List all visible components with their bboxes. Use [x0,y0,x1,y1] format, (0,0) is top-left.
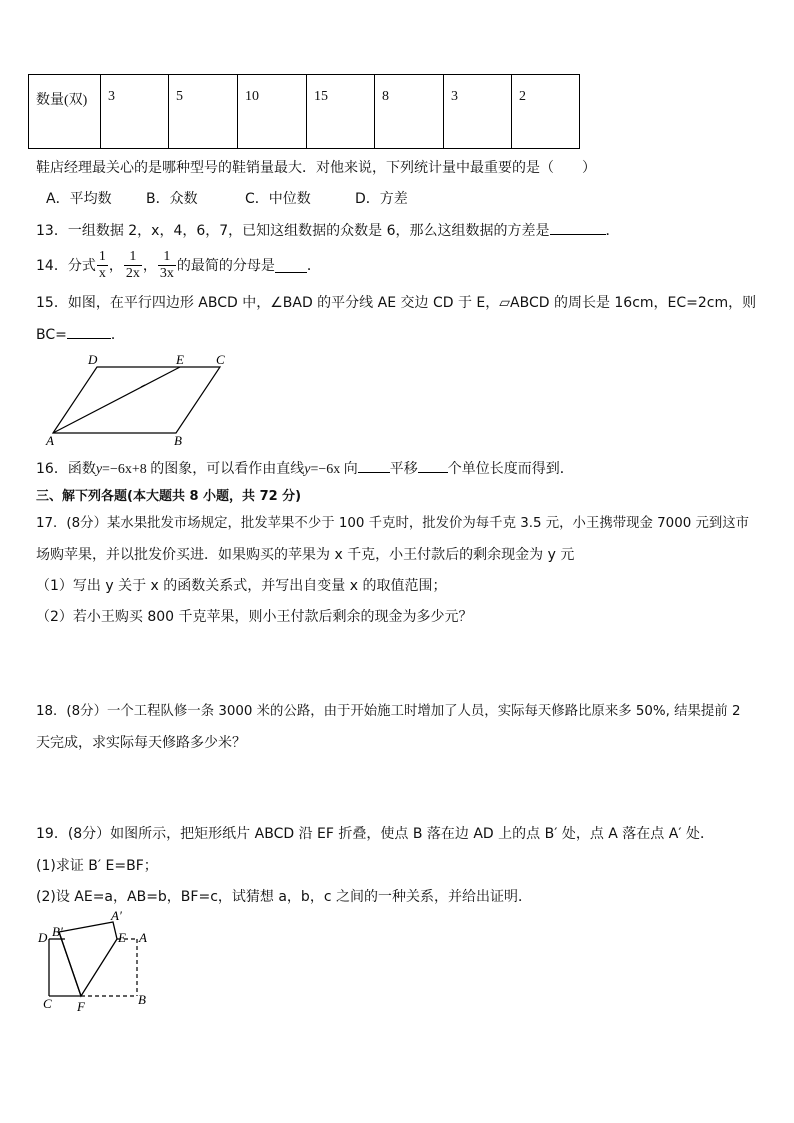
answer-blank [67,324,111,339]
q12-option-a: A．平均数 [46,191,112,207]
parallelogram-figure [40,350,240,450]
label-a-prime: A′ [111,908,122,923]
sales-table [28,74,580,149]
q18-line1: 18．(8分）一个工程队修一条 3000 米的公路，由于开始施工时增加了人员，实际每天修路比原来多 50%, 结果提前 2 [36,704,741,719]
answer-blank [550,220,606,235]
q16-text: 平移 [389,461,418,477]
frac-num: 1 [98,248,106,264]
q16 [36,458,574,478]
q14-end: ． [306,258,321,274]
section-3-heading: 三、解下列各题(本大题共 8 小题，共 72 分) [36,489,302,504]
table-cell: 5 [169,75,238,149]
q18-line2: 天完成，求实际每天修路多少米？ [36,735,246,751]
label-a: A [139,930,147,945]
table-cell: 15 [307,75,375,149]
table-row [29,75,580,149]
frac-num: 1 [163,248,171,264]
bisector-ae [53,367,180,433]
table-cell: 10 [238,75,307,149]
q15-line2 [36,324,125,344]
q15-line1: 15．如图，在平行四边形 ABCD 中，∠BAD 的平分线 AE 交边 CD 于 E，▱ABCD 的周长是 16cm，EC=2cm，则 [36,295,757,311]
q17-sub1: （1）写出 y 关于 x 的函数关系式，并写出自变量 x 的取值范围； [36,578,447,594]
label-a: A [46,433,54,448]
q12-option-d: D．方差 [355,191,408,207]
label-c: C [43,996,52,1011]
label-d: D [38,930,48,945]
q15-end: ． [110,327,125,343]
q17-line1: 17．(8分）某水果批发市场规定，批发苹果不少于 100 千克时，批发价为每千克 3.5 元，小王携带现金 7000 元到这市 [36,516,750,531]
fold-figure [34,908,164,1016]
separator: ， [142,258,157,274]
label-e: E [118,930,126,945]
q13-text: 13．一组数据 2，x，4，6，7，已知这组数据的众数是 6，那么这组数据的方差是 [36,223,550,239]
label-f: F [77,999,85,1014]
var-y: y [95,462,103,477]
q14 [36,245,321,285]
q16-text: 16．函数 [36,461,96,477]
q16-text: =−6x 向 [310,462,358,477]
fraction [158,249,176,282]
table-cell: 2 [512,75,580,149]
q16-text: =−6x+8 的图象，可以看作由直线 [102,462,305,477]
q15-bc-label: BC= [36,327,67,343]
var-y: y [304,462,311,477]
label-b: B [138,992,146,1007]
q16-text: 个单位长度而得到． [447,461,574,477]
answer-blank [275,258,307,273]
q12-option-c: C．中位数 [245,191,311,207]
q17-sub2: （2）若小王购买 800 千克苹果，则小王付款后剩余的现金为多少元？ [36,609,473,625]
q19-sub1: (1)求证 B′ E=BF； [36,858,158,874]
label-d: D [88,352,98,367]
table-cell: 3 [101,75,169,149]
q19-line1: 19．(8分）如图所示，把矩形纸片 ABCD 沿 EF 折叠，使点 B 落在边 AD 上的点 B′ 处，点 A 落在点 A′ 处． [36,826,714,842]
q13 [36,220,620,240]
label-b: B [174,433,182,448]
label-c: C [216,352,225,367]
frac-den: 3x [159,265,174,281]
fraction [124,249,142,282]
table-cell: 3 [444,75,512,149]
q12-stem: 鞋店经理最关心的是哪种型号的鞋销量最大．对他来说，下列统计量中最重要的是（ ） [36,160,596,176]
parallelogram-abcd [53,367,220,433]
q19-sub2: (2)设 AE=a，AB=b，BF=c，试猜想 a，b，c 之间的一种关系，并给出证明． [36,889,532,905]
table-cell: 8 [375,75,444,149]
q14-suffix: 的最简的分母是 [176,258,275,274]
q13-end: ． [605,223,620,239]
table-row-label: 数量(双) [29,75,101,149]
label-b-prime: B′ [52,924,63,939]
q17-line2: 场购苹果，并以批发价买进．如果购买的苹果为 x 千克，小王付款后的剩余现金为 y 元 [36,547,575,563]
frac-den: 2x [125,265,140,281]
answer-blank [358,458,390,473]
fraction [97,249,108,282]
edge-b1f [59,932,81,996]
frac-num: 1 [129,248,137,264]
frac-den: x [98,265,106,281]
label-e: E [176,352,184,367]
separator: ， [108,258,123,274]
q12-option-b: B．众数 [146,191,198,207]
answer-blank [418,458,448,473]
q14-prefix: 14．分式 [36,258,96,274]
